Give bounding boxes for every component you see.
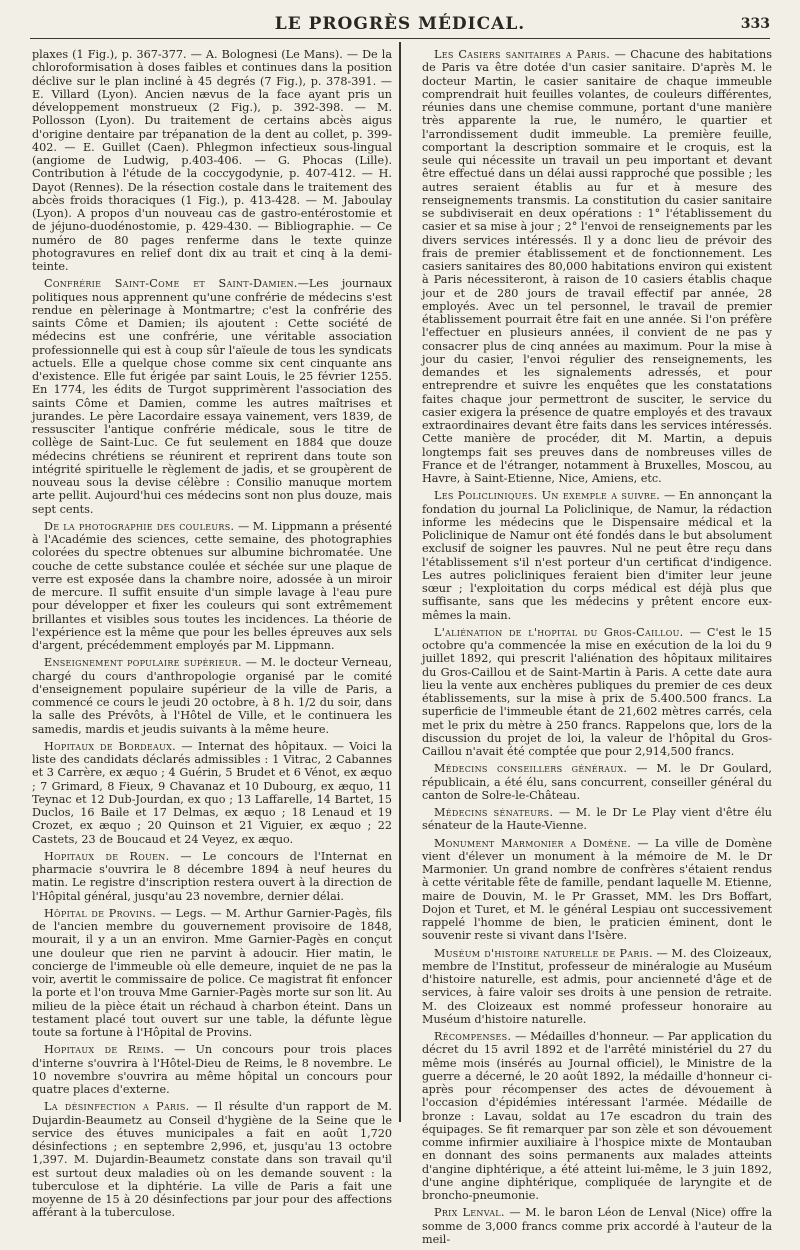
article-heading: Récompenses. [434, 1030, 512, 1043]
article-heading: Confrérie Saint-Come et Saint-Damien. [44, 277, 298, 291]
article-paragraph: Hopitaux de Bordeaux. — Internat des hôpitaux. — Voici la liste des candidats déclarés admissibles : 1 Vitrac, 2 Cabannes et 3 Carrère, ex æquo ; 4 Guérin, 5 Brudet et 6 Vénot, ex æquo ; 7 Grimard, 8 Fieux, 9 Chavanaz et 10 Dubourg, ex æquo, 11 Teynac et 12 Dub-Jourdan, ex quo ; 13 Laffarelle, 14 Bartet, 15 Duclos, 16 Baile et 17 Delmas, ex æquo ; 18 Lenaud et 19 Crozet, ex æquo ; 20 Quinson et 21 Viguier, ex æquo ; 22 Castets, 23 de Boucaud et 24 Veyez, ex æquo. [32, 739, 392, 846]
article-heading: Les Casiers sanitaires a Paris. [434, 48, 611, 61]
article-paragraph: L'aliénation de l'hopital du Gros-Caillou. — C'est le 15 octobre qu'a commencée la mise en exécution de la loi du 9 juillet 1892, qui prescrit l'aliénation des hôpitaux militaires du Gros-Caillou et de Saint-Martin à Paris. A cette date aura lieu la vente aux enchères publiques du premier de ces deux établissements, sur la mise à prix de 5.400.500 francs. La superficie de l'immeuble étant de 21,602 mètres carrés, cela met le prix du mètre à 250 francs. Rappelons que, lors de la discussion du projet de loi, la valeur de l'hôpital du Gros-Caillou n'avait été comptée que pour 2,914,500 francs. [422, 625, 773, 758]
article-heading: Enseignement populaire supérieur. [44, 656, 242, 670]
article-paragraph: plaxes (1 Fig.), p. 367-377. — A. Bolognesi (Le Mans). — De la chloroformisation à doses faibles et continues dans la position déclive sur le plan incliné à 45 degrés (7 Fig.), p. 378-391. — E. Villard (Lyon). Ancien nævus de la face ayant pris un développement monstrueux (2 Fig.), p. 392-398. — M. Pollosson (Lyon). Du traitement de certains abcès aigus d'origine dentaire par trépanation de la dent au collet, p. 399-402. — E. Guillet (Caen). Phlegmon infectieux sous-lingual (angiome de Ludwig, p.403-406. — G. Phocas (Lille). Contribution à l'étude de la coccygodynie, p. 407-412. — H. Dayot (Rennes). De la résection costale dans le traitement des abcès froids thoraciques (1 Fig.), p. 413-428. — M. Jaboulay (Lyon). A propos d'un nouveau cas de gastro-entérostomie et de jéjuno-duodénostomie, p. 429-430. — Bibliographie. — Ce numéro de 80 pages renferme dans le texte quinze photogravures en relief dont dix au trait et cinq à la demi-teinte. [32, 48, 392, 273]
left-column [32, 48, 392, 1224]
article-paragraph: Muséum d'histoire naturelle de Paris. — M. des Cloizeaux, membre de l'Institut, professeur de minéralogie au Muséum d'histoire naturelle, est admis, pour ancienneté d'âge et de services, à faire valoir ses droits à une pension de retraite. M. des Cloizeaux est nommé professeur honoraire au Muséum d'histoire naturelle. [422, 946, 772, 1026]
article-heading: Muséum d'histoire naturelle de Paris. [434, 946, 653, 960]
article-paragraph: Enseignement populaire supérieur. — M. le docteur Verneau, chargé du cours d'anthropologie organisé par le comité d'enseignement populaire supérieur de la ville de Paris, a commencé ce cours le jeudi 20 octobre, à 8 h. 1/2 du soir, dans la salle des Prévôts, à l'Hôtel de Ville, et le continuera les samedis, mardis et jeudis suivants à la même heure. [32, 656, 393, 736]
article-paragraph: Les Policliniques. Un exemple a suivre. — En annonçant la fondation du journal La Policlinique, de Namur, la rédaction informe les médecins que le Dispensaire médical et la Policlinique de Namur ont été fondés dans le but absolument exclusif de soigner les pauvres. Nul ne peut être reçu dans l'établissement s'il n'est porteur d'un certificat d'indigence. Les autres policliniques feraient bien d'imiter leur jeune sœur ; l'exploitation du corps médical est déjà plus que suffisante, sans que les médecins y prêtent encore eux-mêmes la main. [422, 489, 772, 622]
article-paragraph: Hopitaux de Reims. — Un concours pour trois places d'interne s'ouvrira à l'Hôtel-Dieu de Reims, le 8 novembre. Le 10 novembre s'ouvrira au même hôpital un concours pour quatre places d'externe. [32, 1043, 392, 1096]
article-heading: Hôpital de Provins. [44, 906, 157, 920]
column-divider [399, 42, 401, 1122]
article-paragraph: Hopitaux de Rouen. — Le concours de l'Internat en pharmacie s'ouvrira le 8 décembre 1894 à neuf heures du matin. Le registre d'inscription restera ouvert à la direction de l'Hôpital général, jusqu'au 23 novembre, dernier délai. [32, 849, 393, 903]
page-number: 333 [740, 16, 770, 32]
article-paragraph: La désinfection a Paris. — Il résulte d'un rapport de M. Dujardin-Beaumetz au Conseil d'hygiène de la Seine que le service des étuves municipales a fait en août 1,720 désinfections ; en septembre 2,996, et, jusqu'au 13 octobre 1,397. M. Dujardin-Beaumetz constate dans son travail qu'il est surtout deux maladies où on les demande souvent : la tuberculose et la diphtérie. La ville de Paris a fait une moyenne de 15 à 20 désinfections par jour pour des affections afférant à la tuberculose. [32, 1100, 392, 1220]
article-heading: Médecins sénateurs. [434, 806, 554, 819]
article-paragraph: Médecins sénateurs. — M. le Dr Le Play vient d'être élu sénateur de la Haute-Vienne. [422, 806, 772, 833]
article-paragraph: Hôpital de Provins. — Legs. — M. Arthur Garnier-Pagès, fils de l'ancien membre du gouvernement provisoire de 1848, mourait, il y a un an environ. Mme Garnier-Pagès en conçut une douleur que rien ne parvint à adoucir. Hier matin, le concierge de l'immeuble où elle demeure, inquiet de ne pas la voir, avertit le commissaire de police. Ce magistrat fit enfoncer la porte et l'on trouva Mme Garnier-Pagès morte sur son lit. Au milieu de la pièce était un réchaud à charbon éteint. Dans un testament placé tout ouvert sur une table, la défunte lègue toute sa fortune à l'Hôpital de Provins. [32, 906, 392, 1039]
article-paragraph: Prix Lenval. — M. le baron Léon de Lenval (Nice) offre la somme de 3,000 francs comme prix accordé à l'auteur de la meil- [422, 1206, 772, 1246]
article-heading: Hopitaux de Bordeaux. [44, 739, 176, 753]
article-paragraph: Les Casiers sanitaires a Paris. — Chacune des habitations de Paris va être dotée d'un casier sanitaire. D'après M. le docteur Martin, le casier sanitaire de chaque immeuble comprendrait huit feuilles volantes, de couleurs différentes, réunies dans une chemise commune, portant d'une manière très apparente la rue, le numéro, le quartier et l'arrondissement dudit immeuble. La première feuille, comportant la description sommaire et le croquis, est la seule qui nécessite un travail un peu important et devant être effectué dans un délai aussi rapproché que possible ; les autres seraient établis au fur et à mesure des renseignements transmis. La constitution du casier sanitaire se subdiviserait en deux opérations : 1° l'établissement du casier et sa mise à jour ; 2° l'envoi de renseignements par les divers services intéressés. Il y a donc lieu de prévoir des frais de premier établissement et de fonctionnement. Les casiers sanitaires des 80,000 habitations environ qui existent à Paris nécessiteront, à raison de 10 casiers établis chaque jour et de 280 jours de travail effectif par année, 28 employés. Avec un tel personnel, le travail de premier établissement pourrait être fait en une année. Si l'on préfère l'effectuer en plusieurs années, il convient de ne pas y consacrer plus de cinq années au maximum. Pour la mise à jour du casier, l'envoi régulier des renseignements, les demandes et les signalements adressés, et pour entreprendre et suivre les enquêtes que les constatations faites chaque jour permettront de susciter, le service du casier exigera la présence de quatre employés et des travaux extraordinaires devant être faits dans les services intéressés. Cette manière de procéder, dit M. Martin, a depuis longtemps fait ses preuves dans de nombreuses villes de France et de l'étranger, notamment à Bruxelles, Moscou, au Havre, à Saint-Etienne, Nice, Amiens, etc. [422, 48, 772, 485]
page-header [30, 10, 770, 39]
article-heading: De la photographie des couleurs. [44, 519, 235, 533]
article-heading: Hopitaux de Rouen. [44, 849, 170, 863]
article-heading: Prix Lenval. [434, 1206, 505, 1220]
article-heading: La désinfection a Paris. [44, 1100, 190, 1114]
right-column [422, 48, 772, 1250]
article-paragraph: Médecins conseillers généraux. — M. le Dr Goulard, républicain, a été élu, sans concurrent, conseiller général du canton de Solre-le-Château. [422, 762, 772, 802]
article-heading: Hopitaux de Reims. [44, 1043, 165, 1057]
article-paragraph: Monument Marmonier a Domène. — La ville de Domène vient d'élever un monument à la mémoire de M. le Dr Marmonier. Un grand nombre de confrères s'étaient rendus à cette véritable fête de famille, pendant laquelle M. Etienne, maire de Douvin, M. le Pr Grasset, MM. les Drs Boffart, Dojon et Turet, et M. le général Lespiau ont successivement rappelé l'homme de bien, le praticien éminent, dont le souvenir reste si vivant dans l'Isère. [422, 836, 772, 943]
article-heading: Les Policliniques. Un exemple a suivre. [434, 489, 661, 503]
article-paragraph: Récompenses. — Médailles d'honneur. — Par application du décret du 15 avril 1892 et de l'arrêté ministériel du 27 du même mois (insérés au Journal officiel), le Ministre de la guerre a décerné, le 20 août 1892, la médaille d'honneur ci-après pour récompenser des actes de dévouement à l'occasion d'épidémies intéressant l'armée. Médaille de bronze : Lavau, soldat au 17e escadron du train des équipages. Se fit remarquer par son zèle et son dévouement comme infirmier auxiliaire à l'hospice mixte de Montauban en donnant des soins permanents aux malades atteints d'angine diphtérique, a été atteint lui-même, le 3 juin 1892, d'une angine diphtérique, compliquée de laryngite et de broncho-pneumonie. [422, 1030, 773, 1202]
article-heading: Médecins conseillers généraux. [434, 762, 628, 776]
article-heading: L'aliénation de l'hopital du Gros-Caillou. [434, 625, 684, 639]
article-heading: Monument Marmonier a Domène. [434, 836, 632, 850]
journal-title: LE PROGRÈS MÉDICAL. [274, 14, 526, 34]
article-paragraph: Confrérie Saint-Come et Saint-Damien.—Les journaux politiques nous apprennent qu'une confrérie de médecins s'est rendue en pèlerinage à Montmartre; c'est la confrérie des saints Côme et Damien; ils ajoutent : Cette société de médecins est une confrérie, une véritable association professionnelle qui est à coup sûr l'aïeule de tous les syndicats actuels. Elle a quelque chose comme six cent cinquante ans d'existence. Elle fut érigée par saint Louis, le 25 février 1255. En 1774, les édits de Turgot supprimèrent l'association des saints Côme et Damien, comme les autres maîtrises et jurandes. Le père Lacordaire essaya vainement, vers 1839, de ressusciter l'antique confrérie médicale, sous le titre de collège de Saint-Luc. Ce fut seulement en 1884 que douze médecins chrétiens se réunirent et reprirent dans toute son intégrité spirituelle le règlement de jadis, et se groupèrent de nouveau sous la devise célèbre : Consilio manuque mortem arte pellit. Aujourd'hui ces médecins sont non plus douze, mais sept cents. [32, 277, 392, 516]
article-paragraph: De la photographie des couleurs. — M. Lippmann a présenté à l'Académie des sciences, cette semaine, des photographies colorées du spectre obtenues sur albumine bichromatée. Une couche de cette substance coulée et séchée sur une plaque de verre est exposée dans la chambre noire, adossée à un miroir de mercure. Il suffit ensuite d'un simple lavage à l'eau pure pour développer et fixer les couleurs qui sont extrêmement brillantes et visibles sous toutes les incidences. La théorie de l'expérience est la même que pour les belles épreuves aux sels d'argent, précédemment employés par M. Lippmann. [32, 519, 392, 652]
